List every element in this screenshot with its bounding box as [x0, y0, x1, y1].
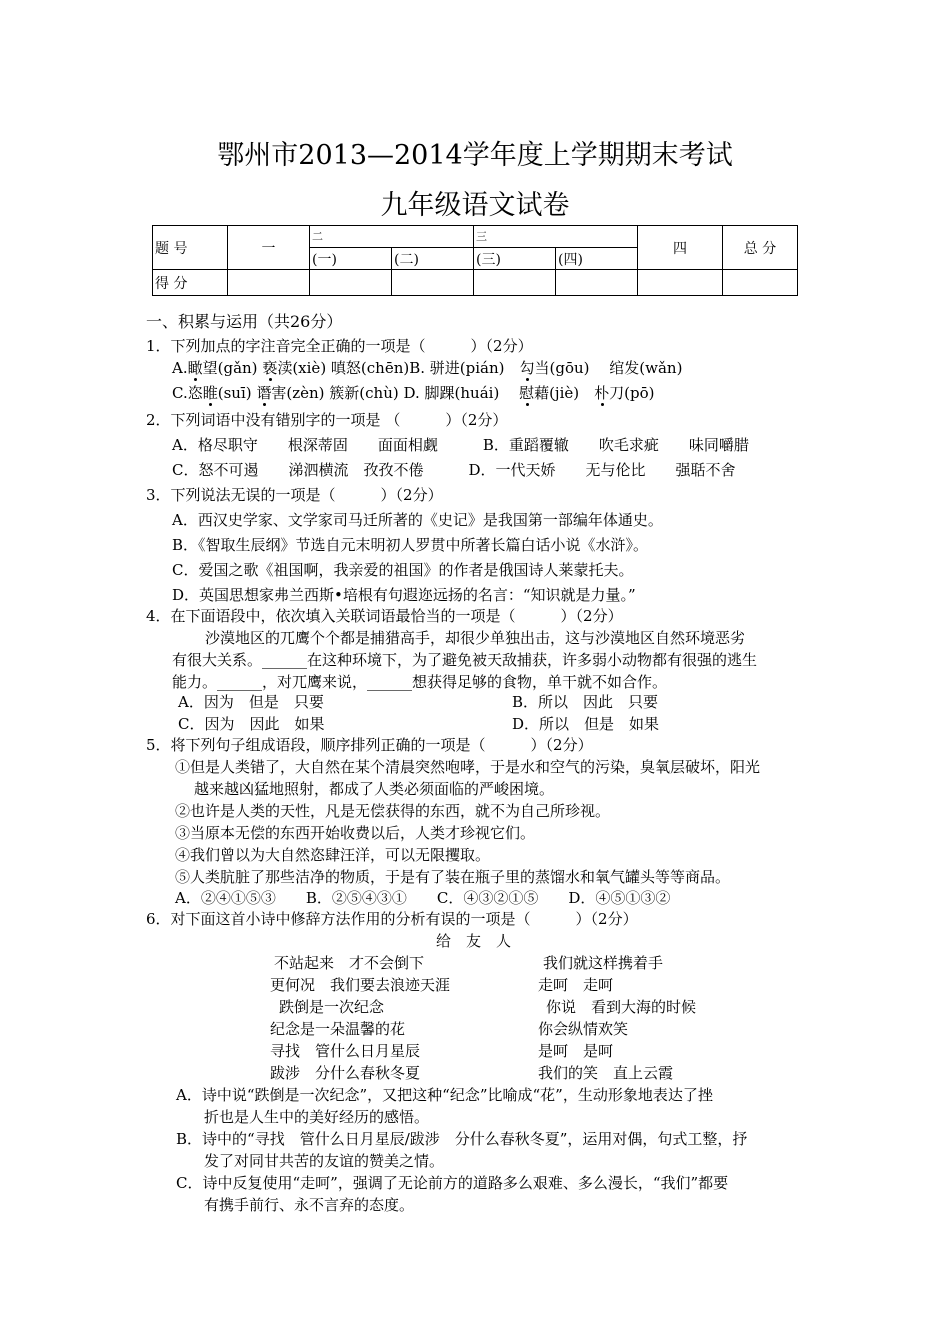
- score-table: [152, 225, 798, 296]
- sentence-line: ⑤人类肮脏了那些洁净的物质，于是有了装在瓶子里的蒸馏水和氧气罐头等等商品。: [175, 868, 731, 886]
- sentence-line: ②也许是人类的天性，凡是无偿获得的东西，就不为自己所珍视。: [175, 802, 611, 820]
- poem-line: 我们的笑 直上云霞: [538, 1064, 674, 1082]
- question-stem: 1．下列加点的字注音完全正确的一项是（ ）（2分）: [146, 337, 533, 355]
- sentence-line: 越来越凶猛地照射，都成了人类必须面临的严峻困境。: [194, 780, 555, 798]
- cell-zongfen: 总 分: [723, 226, 798, 270]
- option-line: 折也是人生中的美好经历的感悟。: [204, 1108, 430, 1126]
- poem-line: 我们就这样携着手: [543, 954, 664, 972]
- score-blank[interactable]: [392, 270, 474, 296]
- poem-line: 是呵 是呵: [538, 1042, 614, 1060]
- score-blank[interactable]: [310, 270, 392, 296]
- score-blank[interactable]: [474, 270, 556, 296]
- option-line: A．②④①⑤③ B．②⑤④③① C．④③②①⑤ D．④⑤①③②: [175, 889, 671, 907]
- option-b: B．所以 因此 只要: [512, 693, 659, 711]
- option-line: C．诗中反复使用“走呵”，强调了无论前方的道路多么艰难、多么漫长，“我们”都要: [176, 1174, 729, 1192]
- exam-subtitle: 九年级语文试卷: [380, 190, 570, 221]
- question-stem: 6．对下面这首小诗中修辞方法作用的分析有误的一项是（ ）（2分）: [146, 910, 638, 928]
- cell-sub2: (二): [392, 248, 474, 270]
- cell-tihao: 题 号: [153, 226, 228, 270]
- section-heading: 一、积累与运用（共26分）: [146, 312, 343, 331]
- score-blank[interactable]: [638, 270, 723, 296]
- option-line: B．《智取生辰纲》节选自元末明初人罗贯中所著长篇白话小说《水浒》。: [172, 536, 649, 554]
- option-line: B．诗中的“寻找 管什么日月星辰/跋涉 分什么春秋冬夏”，运用对偶，句式工整，抒: [176, 1130, 748, 1148]
- score-blank[interactable]: [723, 270, 798, 296]
- score-blank[interactable]: [556, 270, 638, 296]
- sentence-line: ①但是人类错了，大自然在某个清晨突然咆哮，于是水和空气的污染，臭氧层破坏，阳光: [175, 758, 761, 776]
- option-line: 有携手前行、永不言弃的态度。: [204, 1196, 415, 1214]
- option-line: A．西汉史学家、文学家司马迁所著的《史记》是我国第一部编年体通史。: [172, 511, 663, 529]
- cell-sub4: (四): [556, 248, 638, 270]
- cell-sub1: (一): [310, 248, 392, 270]
- poem-line: 走呵 走呵: [538, 976, 614, 994]
- cell-er: 二: [310, 226, 474, 248]
- cell-si: 四: [638, 226, 723, 270]
- score-blank[interactable]: [228, 270, 310, 296]
- option-line: A．格尽职守 根深蒂固 面面相觑 B．重蹈覆辙 吹毛求疵 味同嚼腊: [172, 436, 749, 454]
- option-line: A．诗中说“跌倒是一次纪念”，又把这种“纪念”比喻成“花”，生动形象地表达了挫: [176, 1086, 713, 1104]
- option-line: C.恣睢(suī) 谮害(zèn) 簇新(chù) D. 脚踝(huái) 慰藉(jiè) 朴刀(pō): [172, 384, 655, 402]
- poem-line: 你会纵情欢笑: [538, 1020, 629, 1038]
- cell-yi: 一: [228, 226, 310, 270]
- poem-line: 更何况 我们要去浪迹天涯: [270, 976, 451, 994]
- poem-line: 纪念是一朵温馨的花: [270, 1020, 406, 1038]
- poem-line: 跌倒是一次纪念: [279, 998, 385, 1016]
- option-c: C．因为 因此 如果: [178, 715, 325, 733]
- poem-line: 你说 看到大海的时候: [546, 998, 697, 1016]
- option-line: C．爱国之歌《祖国啊，我亲爱的祖国》的作者是俄国诗人莱蒙托夫。: [172, 561, 634, 579]
- option-d: D．所以 但是 如果: [512, 715, 660, 733]
- question-stem: 3．下列说法无误的一项是（ ）（2分）: [146, 486, 443, 504]
- question-stem: 5．将下列句子组成语段，顺序排列正确的一项是（ ）（2分）: [146, 736, 593, 754]
- passage-line: 沙漠地区的兀鹰个个都是捕猎高手，却很少单独出击，这与沙漠地区自然环境恶劣: [205, 629, 746, 647]
- exam-title: 鄂州市2013—2014学年度上学期期末考试: [217, 140, 733, 171]
- question-stem: 2．下列词语中没有错别字的一项是 （ ）（2分）: [146, 411, 508, 429]
- passage-line: 有很大关系。______在这种环境下，为了避免被天敌捕获，许多弱小动物都有很强的逃生: [172, 651, 758, 669]
- option-a: A．因为 但是 只要: [178, 693, 324, 711]
- cell-sub3: (三): [474, 248, 556, 270]
- option-line: D．英国思想家弗兰西斯•培根有句遐迩远扬的名言：“知识就是力量。”: [172, 586, 636, 604]
- poem-line: 跋涉 分什么春秋冬夏: [270, 1064, 421, 1082]
- cell-san: 三: [474, 226, 638, 248]
- poem-title: 给 友 人: [436, 932, 512, 950]
- sentence-line: ③当原本无偿的东西开始收费以后，人类才珍视它们。: [175, 824, 536, 842]
- option-line: C．怒不可遏 涕泗横流 孜孜不倦 D．一代天娇 无与伦比 强聒不舍: [172, 461, 736, 479]
- option-line: 发了对同甘共苦的友谊的赞美之情。: [204, 1152, 445, 1170]
- question-stem: 4．在下面语段中，依次填入关联词语最恰当的一项是（ ）（2分）: [146, 607, 623, 625]
- sentence-line: ④我们曾以为大自然恣肆汪洋，可以无限攫取。: [175, 846, 491, 864]
- option-line: A.瞰望(gǎn) 亵渎(xiè) 嗔怒(chēn)B. 骈进(pián) 勾当(gōu) 绾发(wǎn): [172, 359, 683, 377]
- poem-line: 不站起来 才不会倒下: [274, 954, 425, 972]
- poem-line: 寻找 管什么日月星辰: [270, 1042, 421, 1060]
- cell-defen: 得 分: [153, 270, 228, 296]
- passage-line: 能力。______，对兀鹰来说，______想获得足够的食物，单干就不如合作。: [172, 673, 668, 691]
